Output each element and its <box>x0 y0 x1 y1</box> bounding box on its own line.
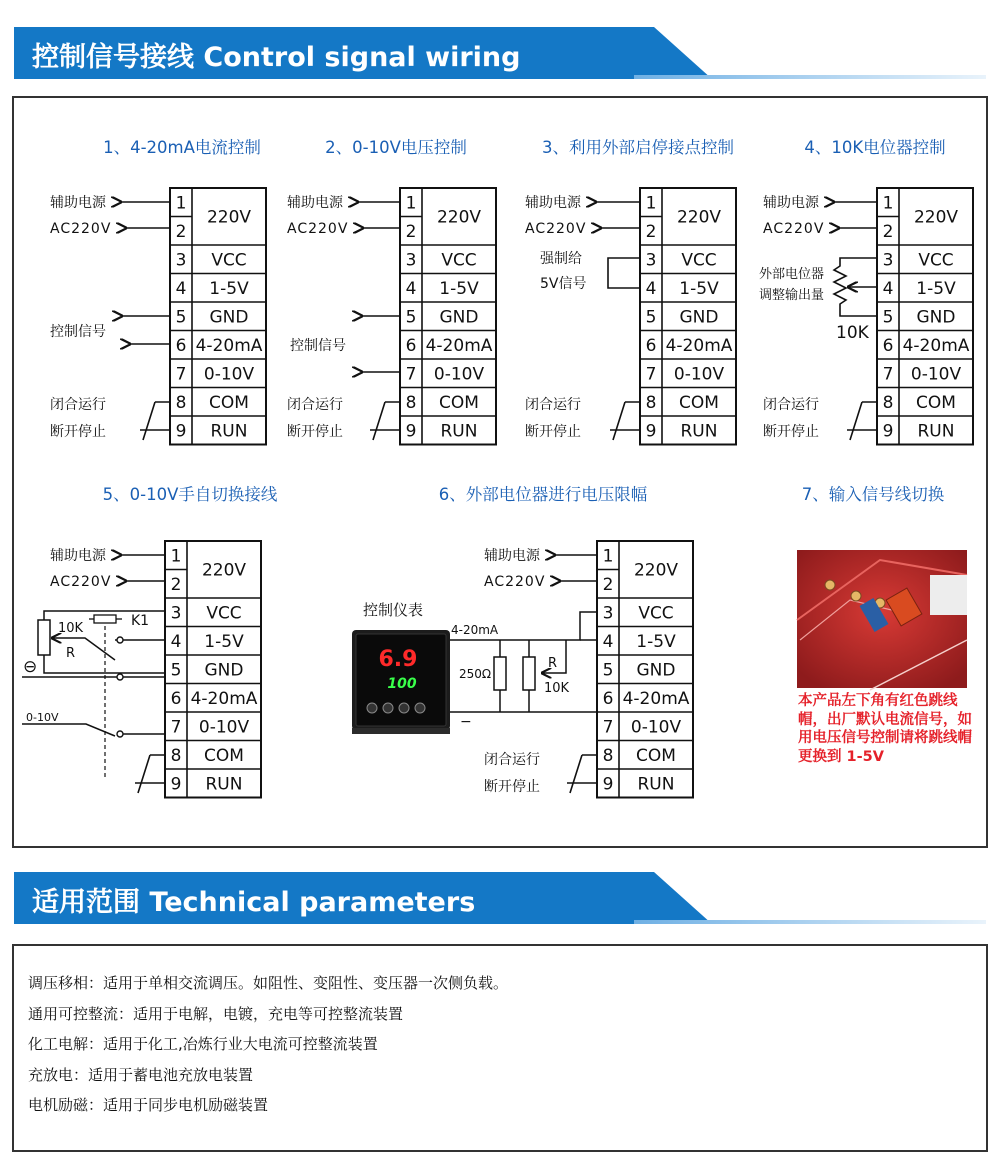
diagram-title-5: 5、0-10V手自切换接线 <box>102 485 278 504</box>
minus-symbol: ⊖ <box>23 657 38 677</box>
aux-power-label: 辅助电源 <box>287 195 343 211</box>
closed-run-label: 闭合运行 <box>484 752 540 768</box>
terminal-label: 4-20mA <box>665 335 733 356</box>
terminal-number: 7 <box>882 364 894 385</box>
header-underline <box>634 920 986 924</box>
aux-power-label: 辅助电源 <box>484 548 540 564</box>
terminal-label: COM <box>679 392 719 413</box>
aux-power-label: 辅助电源 <box>50 195 106 211</box>
open-stop-label: 断开停止 <box>763 424 819 440</box>
terminal-number: 9 <box>405 421 417 442</box>
aux-power-label: 辅助电源 <box>525 195 581 211</box>
diagram-6 <box>352 547 597 795</box>
terminal-label: RUN <box>917 421 955 442</box>
terminal-number: 4 <box>602 631 614 652</box>
terminal-label: 4-20mA <box>622 688 690 709</box>
terminal-label: RUN <box>205 774 243 795</box>
terminal-label: VCC <box>681 250 717 271</box>
k1-label: K1 <box>131 613 150 629</box>
terminal-label: 220V <box>201 560 247 581</box>
terminal-label: GND <box>679 307 719 328</box>
terminal-number: 2 <box>602 574 614 595</box>
section-title: 控制信号接线 Control signal wiring <box>32 42 521 73</box>
terminal-number: 4 <box>170 631 182 652</box>
meter-pv: 6.9 <box>378 647 418 672</box>
instrument-label: 控制仪表 <box>363 601 424 619</box>
control-signal-label: 控制信号 <box>50 324 106 340</box>
terminal-label: COM <box>204 745 244 766</box>
terminal-label: 0-10V <box>910 364 962 385</box>
terminal-label: 1-5V <box>916 278 956 299</box>
terminal-number: 5 <box>882 307 894 328</box>
terminal-number: 3 <box>170 603 182 624</box>
terminal-label: GND <box>636 660 676 681</box>
terminal-label: RUN <box>210 421 248 442</box>
terminal-number: 1 <box>175 193 187 214</box>
terminal-label: VCC <box>206 603 242 624</box>
terminal-label: 0-10V <box>673 364 725 385</box>
terminal-label: GND <box>439 307 479 328</box>
closed-run-label: 闭合运行 <box>50 397 106 413</box>
jumper-caption: 本产品左下角有红色跳线帽，出厂默认电流信号，如用电压信号控制请将跳线帽更换到 1-5V <box>798 693 972 765</box>
terminal-number: 3 <box>175 250 187 271</box>
ac-label: AC220V <box>525 221 587 237</box>
terminal-label: 0-10V <box>198 717 250 738</box>
minus-label: − <box>460 714 472 730</box>
terminal-label: 1-5V <box>636 631 676 652</box>
terminal-block <box>877 188 973 445</box>
terminal-number: 7 <box>405 364 417 385</box>
ohm-label: 250Ω <box>459 667 492 681</box>
control-signal-label: 控制信号 <box>290 338 346 354</box>
terminal-number: 8 <box>602 745 614 766</box>
diagram-2 <box>287 194 400 440</box>
terminal-label: RUN <box>637 774 675 795</box>
terminal-label: 220V <box>206 207 252 228</box>
diagram-5 <box>22 547 165 793</box>
terminal-block <box>165 541 261 798</box>
open-stop-label: 断开停止 <box>525 424 581 440</box>
r-label: R <box>548 656 558 671</box>
terminal-number: 8 <box>645 392 657 413</box>
param-item: 调压移相：适用于单相交流调压。如阻性、变阻性、变压器一次侧负载。 <box>28 974 509 992</box>
terminal-number: 2 <box>882 221 894 242</box>
terminal-number: 1 <box>170 546 182 567</box>
terminal-label: 0-10V <box>630 717 682 738</box>
terminal-label: 0-10V <box>203 364 255 385</box>
terminal-number: 4 <box>882 278 894 299</box>
terminal-block <box>640 188 736 445</box>
diagram-1 <box>50 194 170 440</box>
terminal-number: 5 <box>405 307 417 328</box>
jumper-photo <box>797 550 967 690</box>
terminal-number: 6 <box>405 335 417 356</box>
terminal-label: 1-5V <box>679 278 719 299</box>
terminal-number: 4 <box>645 278 657 299</box>
closed-run-label: 闭合运行 <box>287 397 343 413</box>
terminal-label: GND <box>916 307 956 328</box>
terminal-number: 2 <box>175 221 187 242</box>
terminal-number: 5 <box>602 660 614 681</box>
section-title: 适用范围 Technical parameters <box>32 887 476 918</box>
voltage-input-label: 0-10V <box>26 711 59 724</box>
terminal-label: 0-10V <box>433 364 485 385</box>
terminal-number: 8 <box>882 392 894 413</box>
terminal-number: 6 <box>175 335 187 356</box>
terminal-number: 3 <box>602 603 614 624</box>
terminal-number: 9 <box>170 774 182 795</box>
pot-label: 外部电位器 <box>759 267 825 282</box>
terminal-label: 1-5V <box>209 278 249 299</box>
terminal-number: 4 <box>405 278 417 299</box>
terminal-label: 4-20mA <box>425 335 493 356</box>
terminal-label: VCC <box>918 250 954 271</box>
terminal-number: 5 <box>170 660 182 681</box>
terminal-block <box>170 188 266 445</box>
closed-run-label: 闭合运行 <box>763 397 819 413</box>
terminal-number: 2 <box>170 574 182 595</box>
pot-value-label: 10K <box>836 323 869 343</box>
diagram-4 <box>759 194 877 440</box>
param-item: 通用可控整流：适用于电解，电镀，充电等可控整流装置 <box>28 1004 404 1023</box>
terminal-number: 5 <box>175 307 187 328</box>
terminal-number: 3 <box>645 250 657 271</box>
ac-label: AC220V <box>763 221 825 237</box>
r-label: R <box>66 646 76 661</box>
terminal-label: 4-20mA <box>190 688 258 709</box>
diagram-title-1: 1、4-20mA电流控制 <box>103 138 261 157</box>
terminal-label: 220V <box>436 207 482 228</box>
terminal-label: 220V <box>676 207 722 228</box>
ac-label: AC220V <box>287 221 349 237</box>
terminal-label: COM <box>439 392 479 413</box>
terminal-label: VCC <box>441 250 477 271</box>
terminal-number: 2 <box>645 221 657 242</box>
terminal-number: 1 <box>602 546 614 567</box>
terminal-number: 6 <box>882 335 894 356</box>
terminal-label: COM <box>209 392 249 413</box>
terminal-label: VCC <box>211 250 247 271</box>
terminal-label: RUN <box>440 421 478 442</box>
control-meter <box>352 630 450 734</box>
diagram-3 <box>525 194 640 440</box>
r10k-label: 10K <box>58 621 84 636</box>
force-signal-label-2: 5V信号 <box>540 276 587 292</box>
terminal-number: 9 <box>645 421 657 442</box>
terminal-label: COM <box>916 392 956 413</box>
ac-label: AC220V <box>50 574 112 590</box>
terminal-number: 1 <box>645 193 657 214</box>
meter-sv: 100 <box>387 676 417 692</box>
param-item: 化工电解：适用于化工,冶炼行业大电流可控整流装置 <box>28 1035 378 1053</box>
terminal-number: 1 <box>405 193 417 214</box>
open-stop-label: 断开停止 <box>287 424 343 440</box>
terminal-label: 1-5V <box>204 631 244 652</box>
aux-power-label: 辅助电源 <box>50 548 106 564</box>
terminal-number: 4 <box>175 278 187 299</box>
open-stop-label: 断开停止 <box>50 424 106 440</box>
terminal-number: 1 <box>882 193 894 214</box>
params-list <box>28 968 508 1121</box>
terminal-number: 9 <box>175 421 187 442</box>
terminal-number: 7 <box>170 717 182 738</box>
terminal-number: 6 <box>645 335 657 356</box>
terminal-number: 7 <box>602 717 614 738</box>
diagram-title-3: 3、利用外部启停接点控制 <box>542 138 734 157</box>
terminal-number: 7 <box>175 364 187 385</box>
pot-label-2: 调整输出量 <box>759 288 825 303</box>
param-item: 充放电：适用于蓄电池充放电装置 <box>28 1065 254 1084</box>
terminal-label: COM <box>636 745 676 766</box>
terminal-label: GND <box>209 307 249 328</box>
terminal-number: 3 <box>882 250 894 271</box>
diagram-title-6: 6、外部电位器进行电压限幅 <box>438 485 648 504</box>
aux-power-label: 辅助电源 <box>763 195 819 211</box>
terminal-block <box>597 541 693 798</box>
ac-label: AC220V <box>484 574 546 590</box>
diagram-title-7: 7、输入信号线切换 <box>801 485 945 504</box>
diagram-title-2: 2、0-10V电压控制 <box>325 138 467 157</box>
terminal-label: GND <box>204 660 244 681</box>
terminal-label: VCC <box>638 603 674 624</box>
terminal-label: 1-5V <box>439 278 479 299</box>
terminal-number: 8 <box>175 392 187 413</box>
terminal-label: 4-20mA <box>902 335 970 356</box>
terminal-number: 5 <box>645 307 657 328</box>
terminal-label: 220V <box>633 560 679 581</box>
terminal-number: 9 <box>882 421 894 442</box>
terminal-number: 6 <box>602 688 614 709</box>
param-item: 电机励磁：适用于同步电机励磁装置 <box>28 1096 269 1114</box>
terminal-number: 7 <box>645 364 657 385</box>
diagram-title-4: 4、10K电位器控制 <box>804 138 946 157</box>
terminal-label: 4-20mA <box>195 335 263 356</box>
terminal-number: 8 <box>405 392 417 413</box>
current-label: 4-20mA <box>451 623 499 637</box>
force-signal-label: 强制给 <box>540 251 582 267</box>
terminal-number: 2 <box>405 221 417 242</box>
open-stop-label: 断开停止 <box>484 779 540 795</box>
closed-run-label: 闭合运行 <box>525 397 581 413</box>
r10k-label: 10K <box>544 681 570 696</box>
terminal-block <box>400 188 496 445</box>
terminal-number: 6 <box>170 688 182 709</box>
terminal-number: 8 <box>170 745 182 766</box>
section-header-params <box>14 872 986 928</box>
terminal-label: 220V <box>913 207 959 228</box>
ac-label: AC220V <box>50 221 112 237</box>
terminal-number: 9 <box>602 774 614 795</box>
terminal-label: RUN <box>680 421 718 442</box>
terminal-number: 3 <box>405 250 417 271</box>
